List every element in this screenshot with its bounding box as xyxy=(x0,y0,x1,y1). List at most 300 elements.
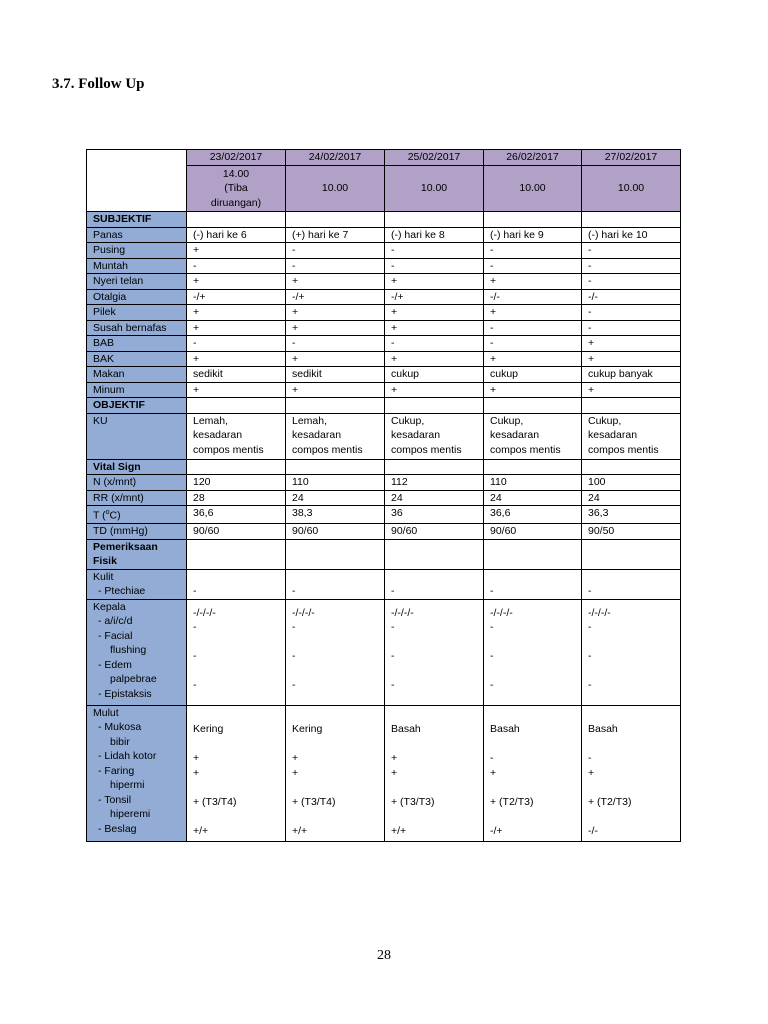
subjektif-pilek-value-2: + xyxy=(286,305,385,321)
mulut-value-line: + xyxy=(292,752,299,764)
mulut-value-line xyxy=(292,780,378,795)
mulut-value-line xyxy=(490,780,575,795)
subjektif-bab-label: BAB xyxy=(87,336,187,352)
mulut-value-line: - xyxy=(490,752,494,764)
kepala-value-line xyxy=(193,635,279,650)
vital-n-x-mnt--value-1: 120 xyxy=(187,475,286,491)
kepala-value-line: - xyxy=(292,650,296,662)
subjektif-pilek-row xyxy=(87,305,681,321)
subjektif-bak-row xyxy=(87,351,681,367)
header-time-line: 14.00 xyxy=(222,167,250,180)
vital-rr-x-mnt--value-5: 24 xyxy=(582,490,681,506)
degree-symbol: o xyxy=(105,509,110,516)
kepala-value-line xyxy=(588,635,674,650)
mulut-value-line: Kering xyxy=(193,723,224,735)
kepala-value-line: - xyxy=(490,650,494,662)
subjektif-nyeri-telan-value-2: + xyxy=(286,274,385,290)
mulut-value-line xyxy=(588,737,674,752)
mulut-value-line: -/- xyxy=(588,824,598,837)
mulut-value-line: + (T3/T3) xyxy=(391,795,435,808)
vital-n-x-mnt--value-2: 110 xyxy=(286,475,385,491)
pemeriksaan-fisik-empty-cell xyxy=(484,539,582,569)
header-time-line: 10.00 xyxy=(617,182,645,195)
ku-value-2 xyxy=(286,413,385,459)
subjektif-pilek-value-5: - xyxy=(582,305,681,321)
subjektif-muntah-label: Muntah xyxy=(87,258,187,274)
subjektif-pusing-value-2: - xyxy=(286,243,385,259)
subjektif-minum-label: Minum xyxy=(87,382,187,398)
subjektif-susah-bernafas-value-1: + xyxy=(187,320,286,336)
subjektif-makan-value-1: sedikit xyxy=(187,367,286,383)
kepala-sub-label: - Epistaksis xyxy=(98,687,152,700)
kepala-row xyxy=(87,599,681,705)
mulut-value-line xyxy=(193,708,279,723)
kulit-value-line: - xyxy=(292,585,296,597)
kepala-value-line: -/-/-/- xyxy=(588,606,611,619)
mulut-value-line: +/+ xyxy=(391,824,407,837)
mulut-value-line: -/+ xyxy=(490,824,503,837)
mulut-value-line: + xyxy=(588,766,595,779)
subjektif-bab-value-1: - xyxy=(187,336,286,352)
kepala-value-line: - xyxy=(391,679,395,691)
mulut-value-line: + xyxy=(193,766,200,779)
vital-n-x-mnt--value-5: 100 xyxy=(582,475,681,491)
kepala-value-line: - xyxy=(193,621,197,633)
mulut-sub-label: - Mukosa xyxy=(98,721,142,733)
mulut-value-line xyxy=(588,809,674,824)
subjektif-muntah-row xyxy=(87,258,681,274)
kepala-value-line xyxy=(391,635,477,650)
subjektif-muntah-value-3: - xyxy=(385,258,484,274)
mulut-value-line: Kering xyxy=(292,723,323,735)
vital-rr-x-mnt--label: RR (x/mnt) xyxy=(87,490,187,506)
subjektif-bab-value-5: + xyxy=(582,336,681,352)
subjektif-bab-value-3: - xyxy=(385,336,484,352)
pemeriksaan-fisik-section-label xyxy=(87,539,187,569)
header-time-5 xyxy=(582,166,681,212)
vital-td-mmhg--row xyxy=(87,524,681,540)
subjektif-bak-value-4: + xyxy=(484,351,582,367)
subjektif-susah-bernafas-value-3: + xyxy=(385,320,484,336)
kepala-value-line: - xyxy=(391,621,395,633)
header-time-4 xyxy=(484,166,582,212)
mulut-value-line xyxy=(391,780,477,795)
subjektif-muntah-value-2: - xyxy=(286,258,385,274)
vital-td-mmhg--value-1: 90/60 xyxy=(187,524,286,540)
mulut-value-5 xyxy=(582,705,681,841)
vital-rr-x-mnt--value-2: 24 xyxy=(286,490,385,506)
mulut-value-line: + (T3/T4) xyxy=(292,795,336,808)
pemeriksaan-fisik-section-line: Pemeriksaan xyxy=(93,540,158,553)
mulut-value-line xyxy=(490,737,575,752)
subjektif-pilek-label: Pilek xyxy=(87,305,187,321)
kulit-value-line xyxy=(193,570,279,585)
header-blank-cell xyxy=(87,150,187,212)
kepala-label xyxy=(87,599,187,705)
ku-value-4 xyxy=(484,413,582,459)
subjektif-section-label: SUBJEKTIF xyxy=(87,212,187,228)
header-date-2: 24/02/2017 xyxy=(286,150,385,166)
kepala-sub-label: - Edem xyxy=(98,658,132,671)
subjektif-makan-row xyxy=(87,367,681,383)
mulut-row xyxy=(87,705,681,841)
follow-up-table xyxy=(86,149,681,842)
kepala-label-line: Kepala xyxy=(93,600,126,613)
kulit-value-line: - xyxy=(588,585,592,597)
vital-t--label: T ($^o$C) xyxy=(87,506,187,524)
mulut-value-line: +/+ xyxy=(193,824,209,837)
kulit-value-1 xyxy=(187,569,286,599)
vital-n-x-mnt--value-4: 110 xyxy=(484,475,582,491)
mulut-value-line: + (T2/T3) xyxy=(490,795,534,808)
subjektif-otalgia-value-5: -/- xyxy=(582,289,681,305)
subjektif-bab-value-4: - xyxy=(484,336,582,352)
objektif-empty-cell xyxy=(286,398,385,414)
ku-line: compos mentis xyxy=(193,443,264,456)
ku-line: compos mentis xyxy=(490,443,561,456)
vital-sign-section-label: Vital Sign xyxy=(87,459,187,475)
ku-row xyxy=(87,413,681,459)
subjektif-bak-value-5: + xyxy=(582,351,681,367)
subjektif-minum-value-1: + xyxy=(187,382,286,398)
kulit-value-line: - xyxy=(193,585,197,597)
vital-td-mmhg--value-4: 90/60 xyxy=(484,524,582,540)
subjektif-susah-bernafas-value-4: - xyxy=(484,320,582,336)
subjektif-pusing-value-1: + xyxy=(187,243,286,259)
subjektif-makan-value-2: sedikit xyxy=(286,367,385,383)
mulut-value-line xyxy=(193,809,279,824)
mulut-sub-label: - Beslag xyxy=(98,822,137,835)
kepala-value-line: - xyxy=(588,650,592,662)
ku-line: kesadaran xyxy=(588,429,638,441)
objektif-section-label: OBJEKTIF xyxy=(87,398,187,414)
kepala-sub-label: flushing xyxy=(110,644,147,656)
objektif-empty-cell xyxy=(582,398,681,414)
objektif-empty-cell xyxy=(187,398,286,414)
mulut-value-line xyxy=(292,737,378,752)
kulit-sub-label: - Ptechiae xyxy=(98,585,146,597)
mulut-value-line: + (T2/T3) xyxy=(588,795,632,808)
subjektif-makan-label: Makan xyxy=(87,367,187,383)
vital-td-mmhg--value-5: 90/50 xyxy=(582,524,681,540)
subjektif-nyeri-telan-label: Nyeri telan xyxy=(87,274,187,290)
subjektif-empty-cell xyxy=(286,212,385,228)
subjektif-susah-bernafas-row xyxy=(87,320,681,336)
subjektif-bak-value-3: + xyxy=(385,351,484,367)
subjektif-panas-value-3: (-) hari ke 8 xyxy=(385,227,484,243)
pemeriksaan-fisik-section-line: Fisik xyxy=(93,555,117,567)
subjektif-minum-value-2: + xyxy=(286,382,385,398)
ku-line: kesadaran xyxy=(391,429,441,441)
mulut-sub-label: - Tonsil xyxy=(98,793,132,806)
kulit-row xyxy=(87,569,681,599)
vital-t--value-5: 36,3 xyxy=(582,506,681,524)
kepala-value-3 xyxy=(385,599,484,705)
kulit-value-2 xyxy=(286,569,385,599)
pemeriksaan-fisik-empty-cell xyxy=(385,539,484,569)
mulut-value-line: + xyxy=(193,752,200,764)
vital-rr-x-mnt--value-1: 28 xyxy=(187,490,286,506)
vital-t--value-4: 36,6 xyxy=(484,506,582,524)
subjektif-panas-value-1: (-) hari ke 6 xyxy=(187,227,286,243)
mulut-value-line: Basah xyxy=(391,723,421,735)
kepala-value-line xyxy=(490,664,575,679)
mulut-value-line: + xyxy=(292,766,299,779)
mulut-sub-label: bibir xyxy=(110,735,130,748)
mulut-value-line xyxy=(588,780,674,795)
kepala-value-line: -/-/-/- xyxy=(490,606,513,619)
mulut-label-line: Mulut xyxy=(93,706,119,719)
vital-rr-x-mnt--value-4: 24 xyxy=(484,490,582,506)
ku-line: compos mentis xyxy=(391,443,462,456)
header-date-row xyxy=(87,150,681,166)
subjektif-otalgia-value-4: -/- xyxy=(484,289,582,305)
vital-t--row xyxy=(87,506,681,524)
subjektif-bab-row xyxy=(87,336,681,352)
subjektif-nyeri-telan-value-3: + xyxy=(385,274,484,290)
vital-sign-section-row xyxy=(87,459,681,475)
mulut-value-line xyxy=(391,708,477,723)
pemeriksaan-fisik-empty-cell xyxy=(187,539,286,569)
header-time-3 xyxy=(385,166,484,212)
kepala-value-line: - xyxy=(490,621,494,633)
ku-line: compos mentis xyxy=(588,443,659,456)
ku-value-3 xyxy=(385,413,484,459)
subjektif-nyeri-telan-value-1: + xyxy=(187,274,286,290)
mulut-value-line xyxy=(490,708,575,723)
kulit-label xyxy=(87,569,187,599)
mulut-sub-label: hipermi xyxy=(110,779,145,791)
mulut-sub-label: - Faring xyxy=(98,764,135,777)
ku-line: kesadaran xyxy=(292,429,342,441)
ku-value-1 xyxy=(187,413,286,459)
subjektif-minum-value-5: + xyxy=(582,382,681,398)
mulut-sub-label: - Lidah kotor xyxy=(98,750,157,762)
kepala-value-line: -/-/-/- xyxy=(193,606,216,619)
subjektif-makan-value-5: cukup banyak xyxy=(582,367,681,383)
mulut-value-line: + (T3/T4) xyxy=(193,795,237,808)
header-date-4: 26/02/2017 xyxy=(484,150,582,166)
subjektif-minum-value-3: + xyxy=(385,382,484,398)
vital-n-x-mnt--value-3: 112 xyxy=(385,475,484,491)
kepala-value-line: -/-/-/- xyxy=(292,606,315,619)
kepala-value-line: - xyxy=(193,650,197,662)
vital-sign-empty-cell xyxy=(385,459,484,475)
ku-label: KU xyxy=(87,413,187,459)
subjektif-panas-value-4: (-) hari ke 9 xyxy=(484,227,582,243)
subjektif-otalgia-label: Otalgia xyxy=(87,289,187,305)
subjektif-empty-cell xyxy=(187,212,286,228)
vital-rr-x-mnt--row xyxy=(87,490,681,506)
header-date-1: 23/02/2017 xyxy=(187,150,286,166)
subjektif-otalgia-row xyxy=(87,289,681,305)
mulut-sub-label: hiperemi xyxy=(110,808,151,820)
vital-rr-x-mnt--value-3: 24 xyxy=(385,490,484,506)
ku-line: Lemah, xyxy=(193,414,229,427)
kepala-value-2 xyxy=(286,599,385,705)
subjektif-pilek-value-3: + xyxy=(385,305,484,321)
mulut-value-line xyxy=(193,780,279,795)
subjektif-bak-value-1: + xyxy=(187,351,286,367)
subjektif-nyeri-telan-row xyxy=(87,274,681,290)
mulut-value-line: + xyxy=(490,766,497,779)
subjektif-panas-value-5: (-) hari ke 10 xyxy=(582,227,681,243)
kepala-value-line xyxy=(292,635,378,650)
subjektif-empty-cell xyxy=(484,212,582,228)
section-title: 3.7. Follow Up xyxy=(52,76,145,92)
ku-line: Lemah, xyxy=(292,414,328,427)
subjektif-panas-row xyxy=(87,227,681,243)
vital-sign-empty-cell xyxy=(582,459,681,475)
mulut-value-line xyxy=(588,708,674,723)
vital-n-x-mnt--label: N (x/mnt) xyxy=(87,475,187,491)
mulut-value-line xyxy=(391,737,477,752)
header-time-1 xyxy=(187,166,286,212)
header-date-5: 27/02/2017 xyxy=(582,150,681,166)
kulit-value-3 xyxy=(385,569,484,599)
vital-t--value-1: 36,6 xyxy=(187,506,286,524)
page-number: 28 xyxy=(377,948,391,963)
subjektif-pusing-value-3: - xyxy=(385,243,484,259)
kepala-value-line xyxy=(193,664,279,679)
kepala-value-line: - xyxy=(588,679,592,691)
kepala-sub-label: - Facial xyxy=(98,629,133,642)
mulut-value-3 xyxy=(385,705,484,841)
kepala-value-1 xyxy=(187,599,286,705)
subjektif-bak-value-2: + xyxy=(286,351,385,367)
kepala-value-5 xyxy=(582,599,681,705)
kepala-value-line xyxy=(292,664,378,679)
objektif-empty-cell xyxy=(385,398,484,414)
mulut-value-line: + xyxy=(391,766,398,779)
subjektif-panas-value-2: (+) hari ke 7 xyxy=(286,227,385,243)
subjektif-empty-cell xyxy=(385,212,484,228)
kepala-value-4 xyxy=(484,599,582,705)
ku-line: kesadaran xyxy=(490,429,540,441)
header-date-3: 25/02/2017 xyxy=(385,150,484,166)
subjektif-susah-bernafas-label: Susah bernafas xyxy=(87,320,187,336)
subjektif-pilek-value-1: + xyxy=(187,305,286,321)
mulut-value-line xyxy=(292,708,378,723)
subjektif-minum-row xyxy=(87,382,681,398)
mulut-value-2 xyxy=(286,705,385,841)
mulut-value-line xyxy=(391,809,477,824)
kepala-value-line: - xyxy=(292,679,296,691)
kepala-sub-label: palpebrae xyxy=(110,673,157,685)
mulut-value-line: + xyxy=(391,752,398,764)
ku-line: Cukup, xyxy=(490,414,524,427)
pemeriksaan-fisik-empty-cell xyxy=(286,539,385,569)
kepala-sub-label: - a/i/c/d xyxy=(98,615,133,627)
subjektif-otalgia-value-1: -/+ xyxy=(187,289,286,305)
kepala-value-line xyxy=(391,664,477,679)
subjektif-makan-value-3: cukup xyxy=(385,367,484,383)
kulit-value-line xyxy=(292,570,378,585)
objektif-empty-cell xyxy=(484,398,582,414)
subjektif-muntah-value-5: - xyxy=(582,258,681,274)
kepala-value-line xyxy=(490,635,575,650)
header-time-line: 10.00 xyxy=(420,182,448,195)
kulit-value-line: - xyxy=(391,585,395,597)
vital-n-x-mnt--row xyxy=(87,475,681,491)
kulit-value-line xyxy=(588,570,674,585)
subjektif-nyeri-telan-value-4: + xyxy=(484,274,582,290)
subjektif-muntah-value-1: - xyxy=(187,258,286,274)
subjektif-minum-value-4: + xyxy=(484,382,582,398)
mulut-value-line: Basah xyxy=(490,723,520,735)
mulut-value-line xyxy=(193,737,279,752)
header-time-line: 10.00 xyxy=(519,182,546,195)
subjektif-susah-bernafas-value-2: + xyxy=(286,320,385,336)
objektif-section-row xyxy=(87,398,681,414)
subjektif-pusing-value-4: - xyxy=(484,243,582,259)
ku-line: Cukup, xyxy=(588,414,622,427)
subjektif-otalgia-value-2: -/+ xyxy=(286,289,385,305)
subjektif-section-row xyxy=(87,212,681,228)
subjektif-panas-label: Panas xyxy=(87,227,187,243)
ku-line: kesadaran xyxy=(193,429,243,441)
subjektif-otalgia-value-3: -/+ xyxy=(385,289,484,305)
subjektif-muntah-value-4: - xyxy=(484,258,582,274)
subjektif-bak-label: BAK xyxy=(87,351,187,367)
subjektif-pusing-row xyxy=(87,243,681,259)
subjektif-nyeri-telan-value-5: - xyxy=(582,274,681,290)
vital-sign-empty-cell xyxy=(187,459,286,475)
mulut-value-line xyxy=(292,809,378,824)
vital-td-mmhg--value-2: 90/60 xyxy=(286,524,385,540)
kepala-value-line: - xyxy=(292,621,296,633)
header-time-line: (Tiba xyxy=(224,182,248,195)
kepala-value-line: -/-/-/- xyxy=(391,606,414,619)
vital-t--value-2: 38,3 xyxy=(286,506,385,524)
header-time-line: 10.00 xyxy=(321,182,349,195)
ku-line: Cukup, xyxy=(391,414,425,427)
mulut-value-4 xyxy=(484,705,582,841)
subjektif-pusing-value-5: - xyxy=(582,243,681,259)
subjektif-susah-bernafas-value-5: - xyxy=(582,320,681,336)
kepala-value-line: - xyxy=(391,650,395,662)
mulut-value-line: - xyxy=(588,752,592,764)
mulut-value-line: Basah xyxy=(588,723,618,735)
header-time-2 xyxy=(286,166,385,212)
vital-sign-empty-cell xyxy=(286,459,385,475)
ku-line: compos mentis xyxy=(292,443,363,456)
subjektif-empty-cell xyxy=(582,212,681,228)
vital-sign-empty-cell xyxy=(484,459,582,475)
mulut-value-line: +/+ xyxy=(292,824,308,837)
kepala-value-line xyxy=(588,664,674,679)
mulut-label xyxy=(87,705,187,841)
subjektif-bab-value-2: - xyxy=(286,336,385,352)
mulut-value-1 xyxy=(187,705,286,841)
subjektif-pilek-value-4: + xyxy=(484,305,582,321)
vital-td-mmhg--value-3: 90/60 xyxy=(385,524,484,540)
kepala-value-line: - xyxy=(193,679,197,691)
subjektif-makan-value-4: cukup xyxy=(484,367,582,383)
kulit-value-line xyxy=(391,570,477,585)
pemeriksaan-fisik-empty-cell xyxy=(582,539,681,569)
vital-t--value-3: 36 xyxy=(385,506,484,524)
kepala-value-line: - xyxy=(490,679,494,691)
kulit-value-5 xyxy=(582,569,681,599)
kulit-value-4 xyxy=(484,569,582,599)
kulit-value-line: - xyxy=(490,585,494,597)
header-time-line: diruangan) xyxy=(210,196,262,209)
mulut-value-line xyxy=(490,809,575,824)
ku-value-5 xyxy=(582,413,681,459)
vital-td-mmhg--label: TD (mmHg) xyxy=(87,524,187,540)
subjektif-pusing-label: Pusing xyxy=(87,243,187,259)
